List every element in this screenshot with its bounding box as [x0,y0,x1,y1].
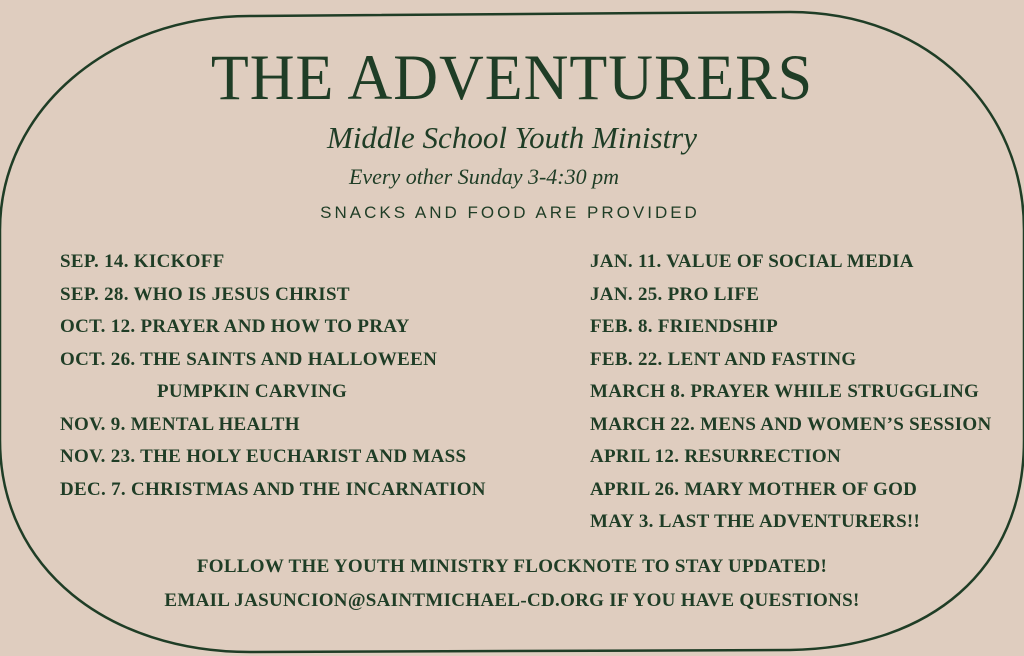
schedule-item: OCT. 12. PRAYER AND HOW TO PRAY [60,316,410,337]
schedule-item: APRIL 26. MARY MOTHER OF GOD [590,478,918,500]
page-title: THE ADVENTURERS [210,42,814,114]
schedule-item: MARCH 8. PRAYER WHILE STRUGGLING [590,381,980,402]
schedule-item: JAN. 11. VALUE OF SOCIAL MEDIA [590,251,914,272]
schedule-item: OCT. 26. THE SAINTS AND HALLOWEEN [60,348,438,370]
schedule-item: MAY 3. LAST THE ADVENTURERS!! [590,511,921,532]
snacks-notice: SNACKS AND FOOD ARE PROVIDED [320,203,700,222]
meeting-time: Every other Sunday 3-4:30 pm [348,164,620,189]
schedule-list-spring [590,246,992,539]
schedule-item: FEB. 8. FRIENDSHIP [590,316,779,337]
schedule-item: NOV. 23. THE HOLY EUCHARIST AND MASS [60,446,467,467]
schedule-item: SEP. 14. KICKOFF [60,251,225,272]
schedule-item: APRIL 12. RESURRECTION [590,446,842,467]
schedule-item: JAN. 25. PRO LIFE [590,283,760,305]
schedule-list-fall [60,246,486,506]
subtitle: Middle School Youth Ministry [327,120,697,155]
contact-email-notice: EMAIL JASUNCION@SAINTMICHAEL-CD.ORG IF YOU HAVE QUESTIONS! [164,590,860,611]
flocknote-notice: FOLLOW THE YOUTH MINISTRY FLOCKNOTE TO STAY UPDATED! [196,556,828,577]
schedule-item: MARCH 22. MENS AND WOMEN’S SESSION [590,413,992,435]
schedule-item: FEB. 22. LENT AND FASTING [590,348,857,370]
schedule-item: SEP. 28. WHO IS JESUS CHRIST [60,283,350,305]
schedule-item: DEC. 7. CHRISTMAS AND THE INCARNATION [60,478,486,500]
schedule-item: NOV. 9. MENTAL HEALTH [60,413,300,435]
schedule-item-continuation: PUMPKIN CARVING [157,381,348,402]
